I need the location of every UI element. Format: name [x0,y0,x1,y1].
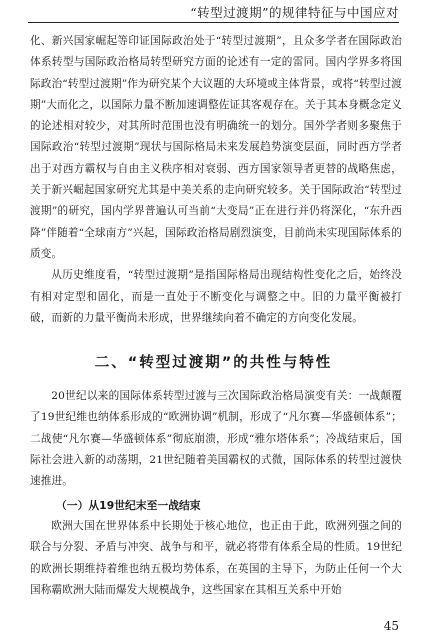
body-text-middle [30,386,402,492]
paragraph: 从历史维度看，“转型过渡期”是指国际格局出现结构性变化之后，始终没有相对定型和固化，而是一直处于不断变化与调整之中。旧的力量平衡被打破，而新的力量平衡尚未形成，世界继续向着不确定的方向变化发展。 [30,269,402,324]
running-header: “转型过渡期”的规律特征与中国应对 [190,5,399,20]
page-number: 45 [383,619,399,633]
section-heading: 二、“转型过渡期”的共性与特性 [94,355,333,371]
subsection-heading: （一）从19世纪末至一战结束 [56,499,201,512]
header-rule [28,22,399,23]
paragraph: 化、新兴国家崛起等印证国际政治处于“转型过渡期”，且众多学者在国际政治体系转型与国际政治格局转型研究方面的论述有一定的雷同。国内学界多将国际政治“转型过渡期”作为研究某个大议题的大环境或主体背景，或将“转型过渡期”大而化之，以国际力量不断加速调整佐证其客观存在。关于其本身概念定义的论述相对较少，对其所时范围也没有明确统一的划分。国外学者则多聚焦于国际政治“转型过渡期”现状与国际格局未来发展趋势演变层面，同时西方学者出于对西方霸权与自由主义秩序相对衰弱、西方国家领导者更替的战略焦虑，关于新兴崛起国家研究尤其是中美关系的走向研究较多。关于国际政治“转型过渡期”的研究，国内学界普遍认可当前“大变局”正在进行并仍将深化，“东升西降”伴随着“全球南方”兴起，国际政治格局剧烈演变，目前尚未实现国际体系的质变。 [30,35,402,260]
body-text-bottom [30,516,402,601]
body-text-top [30,31,402,329]
paragraph: 20世纪以来的国际体系转型过渡与三次国际政治格局演变有关：一战颠覆了19世纪维也纳体系形成的“欧洲协调”机制，形成了“凡尔赛—华盛顿体系”；二战使“凡尔赛—华盛顿体系”彻底崩溃，形成“雅尔塔体系”；冷战结束后，国际社会进入新的动荡期，21世纪随着美国霸权的式微，国际体系的转型过渡快速推进。 [30,390,402,488]
paragraph: 欧洲大国在世界体系中长期处于核心地位，也正由于此，欧洲列强之间的联合与分裂、矛盾与冲突、战争与和平，就必将带有体系全局的性质。19世纪的欧洲长期维持着维也纳五极均势体系，在英国的主导下，为防止任何一个大国称霸欧洲大陆而爆发大规模战争，这些国家在其相互关系中开始 [30,520,402,596]
